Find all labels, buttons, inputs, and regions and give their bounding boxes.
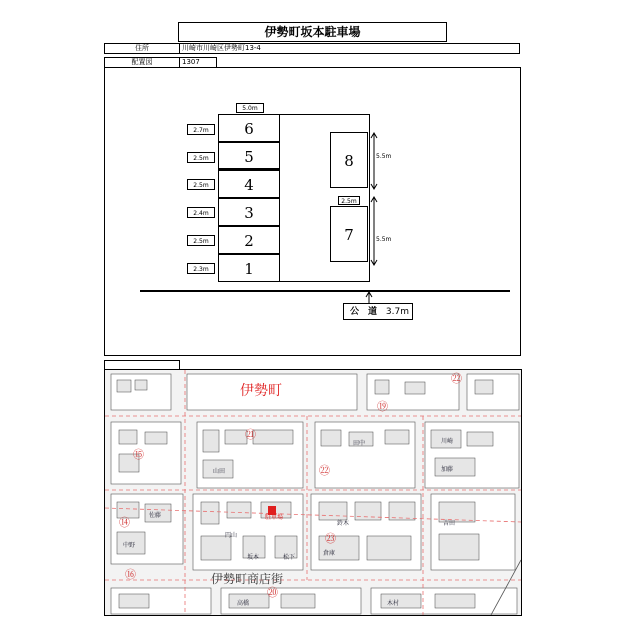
stall-8-length: 5.5m [376, 153, 392, 160]
map-shopping-street: 伊勢町商店街 [211, 572, 284, 586]
map-label-yamada: 山田 [213, 468, 226, 475]
stall-8: 8 [330, 132, 368, 188]
map-label-tanaka: 田中 [353, 440, 366, 447]
map-marker-5: ㉓ [325, 532, 336, 545]
map-label-kawasaki: 川崎 [441, 438, 454, 445]
map-town-name: 伊勢町 [240, 383, 282, 399]
map-label-souko: 倉庫 [323, 550, 336, 557]
address-value: 川崎市川崎区伊勢町13-4 [179, 43, 520, 54]
map-marker-3: ㉒ [319, 464, 330, 477]
area-map [104, 369, 522, 616]
stall-7-length: 5.5m [376, 236, 392, 243]
address-label: 住所 [104, 43, 180, 54]
stall-7: 7 [330, 206, 368, 262]
map-label-maruyama: 円山 [225, 532, 238, 539]
top-width-label: 5.0m [236, 103, 264, 113]
map-marker-1: ⑮ [133, 448, 144, 461]
road-label: 公 道 [350, 307, 378, 317]
stall-3: 3 [218, 198, 280, 226]
road-label-box [343, 303, 413, 320]
road-width: 3.7m [385, 307, 409, 317]
stall-6: 6 [218, 114, 280, 142]
stall-4: 4 [218, 170, 280, 198]
map-marker-8: ⑯ [125, 568, 136, 581]
stall-1-width: 2.3m [187, 263, 215, 274]
stall-2: 2 [218, 226, 280, 254]
page-title: 伊勢町坂本駐車場 [178, 22, 447, 42]
stall-2-width: 2.5m [187, 235, 215, 246]
map-label-sato: 佐藤 [149, 512, 162, 519]
layout-value: 1307 [179, 57, 217, 68]
map-label-sakamoto: 坂本 [247, 554, 260, 561]
map-marker-7: ⑳ [267, 586, 278, 599]
map-label-nakano: 中野 [123, 542, 136, 549]
map-label-kato: 加藤 [441, 466, 454, 473]
map-label-yoshida: 吉田 [443, 520, 456, 527]
map-marker-6: ⑲ [377, 400, 388, 413]
map-graphic [105, 370, 521, 615]
dimension-arrows [368, 128, 398, 268]
map-label-matsushita: 松下 [283, 554, 296, 561]
stall-4-width: 2.5m [187, 179, 215, 190]
map-marker-2: ㉑ [245, 428, 256, 441]
map-label-takahashi: 高橋 [237, 600, 250, 607]
stall-6-width: 2.7m [187, 124, 215, 135]
map-label-parking: 駐車場 [265, 514, 284, 521]
map-marker-4: ⑭ [119, 516, 130, 529]
stall-7-width: 2.5m [338, 196, 360, 205]
stall-5-width: 2.5m [187, 152, 215, 163]
layout-label: 配置図 [104, 57, 180, 68]
map-label-kimura: 木村 [387, 600, 400, 607]
stall-5: 5 [218, 142, 280, 170]
road-line [140, 290, 510, 292]
stall-1: 1 [218, 254, 280, 282]
map-marker-9: ㉒ [451, 372, 462, 385]
stall-3-width: 2.4m [187, 207, 215, 218]
map-label-suzuki: 鈴木 [337, 520, 350, 527]
